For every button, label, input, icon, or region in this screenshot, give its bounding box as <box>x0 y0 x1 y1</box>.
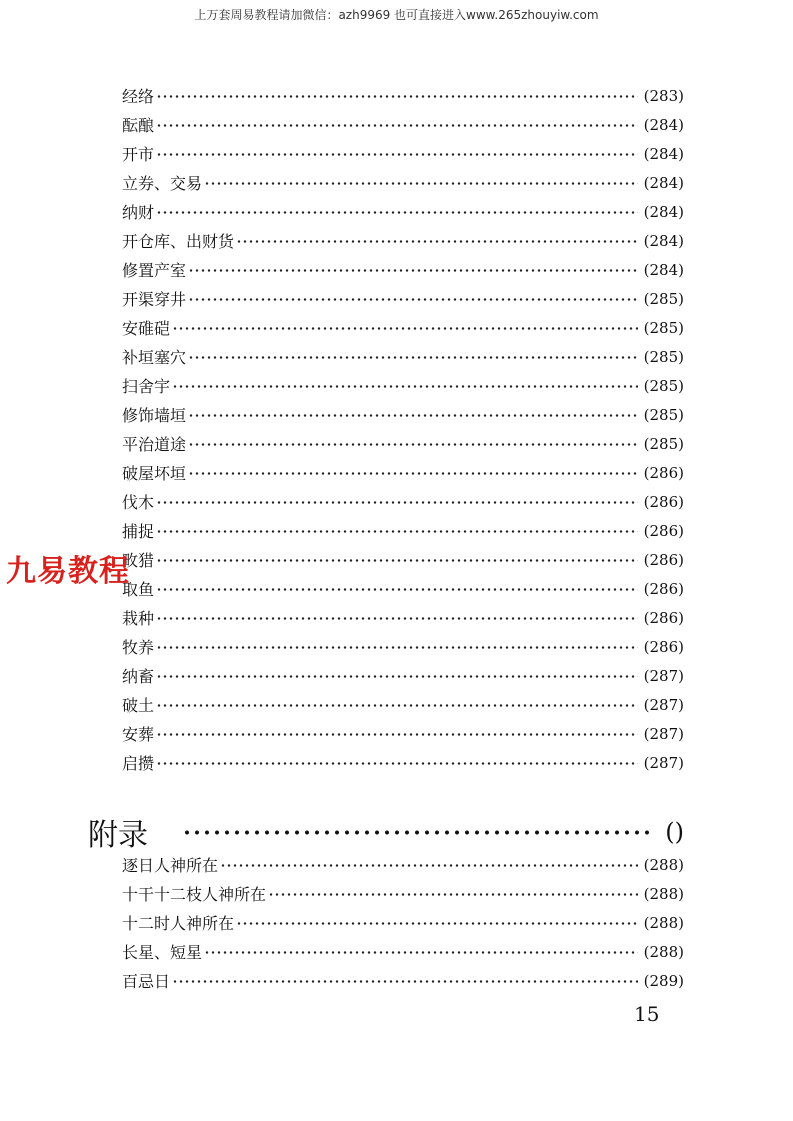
toc-entry-page: (284) <box>643 232 684 250</box>
toc-entry-page: (286) <box>643 609 684 627</box>
toc-entry-page: (286) <box>643 493 684 511</box>
toc-entry-page: (284) <box>643 203 684 221</box>
toc-entry <box>122 430 684 459</box>
toc-entry <box>122 909 684 938</box>
toc-entry <box>122 372 684 401</box>
toc-entry-page: (284) <box>643 116 684 134</box>
toc-entry-label: 酝酿 <box>122 116 155 135</box>
toc-entry-label: 平治道途 <box>122 435 187 454</box>
toc-entry <box>122 967 684 996</box>
page-header-banner: 上万套周易教程请加微信：azh9969 也可直接进入www.265zhouyiw.com <box>194 8 599 22</box>
toc-entry <box>122 256 684 285</box>
toc-entry-page: (285) <box>643 348 684 366</box>
toc-entry <box>122 604 684 633</box>
dot-leader <box>156 617 638 620</box>
toc-entry-page: (286) <box>643 464 684 482</box>
dot-leader <box>156 704 638 707</box>
toc-entry-label: 补垣塞穴 <box>122 348 187 367</box>
toc-entry-page: (285) <box>643 435 684 453</box>
toc-entry-page: (288) <box>643 943 684 961</box>
dot-leader <box>156 559 638 562</box>
dot-leader <box>156 733 638 736</box>
toc-entry <box>122 401 684 430</box>
toc-list <box>122 82 684 778</box>
toc-entry-page: (285) <box>643 290 684 308</box>
toc-entry-label: 破土 <box>122 696 155 715</box>
appendix-title: 附录 <box>88 818 148 853</box>
toc-entry <box>122 633 684 662</box>
toc-entry-label: 修饰墙垣 <box>122 406 187 425</box>
toc-entry-page: (284) <box>643 174 684 192</box>
dot-leader <box>182 830 653 835</box>
toc-entry <box>122 314 684 343</box>
toc-entry <box>122 198 684 227</box>
toc-entry-label: 捕捉 <box>122 522 155 541</box>
watermark-logo: 九易教程 <box>6 554 130 589</box>
toc-entry-label: 纳畜 <box>122 667 155 686</box>
toc-entry <box>122 111 684 140</box>
toc-entry <box>122 82 684 111</box>
toc-entry-label: 启攒 <box>122 754 155 773</box>
page-number: 15 <box>634 1002 660 1026</box>
toc-entry-page: (283) <box>643 87 684 105</box>
toc-entry-page: (288) <box>643 914 684 932</box>
toc-entry <box>122 662 684 691</box>
appendix-page: () <box>665 818 684 846</box>
dot-leader <box>188 414 638 417</box>
dot-leader <box>172 385 638 388</box>
toc-entry-label: 十二时人神所在 <box>122 914 235 933</box>
toc-entry <box>122 343 684 372</box>
dot-leader <box>156 588 638 591</box>
dot-leader <box>172 980 638 983</box>
dot-leader <box>156 124 638 127</box>
toc-entry-page: (287) <box>643 696 684 714</box>
dot-leader <box>188 443 638 446</box>
toc-entry-page: (285) <box>643 319 684 337</box>
toc-entry <box>122 517 684 546</box>
dot-leader <box>236 922 638 925</box>
toc-entry-label: 伐木 <box>122 493 155 512</box>
toc-entry-label: 立券、交易 <box>122 174 203 193</box>
toc-entry-page: (284) <box>643 261 684 279</box>
toc-entry-page: (287) <box>643 667 684 685</box>
toc-entry-page: (288) <box>643 885 684 903</box>
dot-leader <box>156 211 638 214</box>
toc-entry-label: 逐日人神所在 <box>122 856 219 875</box>
toc-entry-label: 修置产室 <box>122 261 187 280</box>
toc-entry <box>122 140 684 169</box>
toc-entry-label: 取鱼 <box>122 580 155 599</box>
appendix-list <box>122 851 684 996</box>
toc-entry <box>122 691 684 720</box>
toc-entry-label: 经络 <box>122 87 155 106</box>
toc-entry <box>122 880 684 909</box>
dot-leader <box>156 675 638 678</box>
toc-entry-label: 牧养 <box>122 638 155 657</box>
toc-entry-page: (287) <box>643 725 684 743</box>
toc-entry <box>122 459 684 488</box>
toc-entry <box>122 227 684 256</box>
toc-entry-label: 扫舍宇 <box>122 377 171 396</box>
appendix-heading <box>88 810 684 854</box>
dot-leader <box>156 153 638 156</box>
toc-entry <box>122 749 684 778</box>
toc-entry-label: 长星、短星 <box>122 943 203 962</box>
toc-entry <box>122 546 684 575</box>
toc-entry-label: 开仓库、出财货 <box>122 232 235 251</box>
toc-entry <box>122 575 684 604</box>
toc-entry-label: 栽种 <box>122 609 155 628</box>
toc-entry <box>122 720 684 749</box>
dot-leader <box>188 269 638 272</box>
toc-entry-label: 百忌日 <box>122 972 171 991</box>
dot-leader <box>172 327 638 330</box>
dot-leader <box>188 356 638 359</box>
dot-leader <box>156 762 638 765</box>
toc-entry-page: (286) <box>643 638 684 656</box>
toc-entry-page: (286) <box>643 551 684 569</box>
dot-leader <box>268 893 638 896</box>
dot-leader <box>188 472 638 475</box>
toc-entry-page: (288) <box>643 856 684 874</box>
dot-leader <box>204 182 638 185</box>
dot-leader <box>156 501 638 504</box>
toc-entry <box>122 851 684 880</box>
toc-entry-label: 畋猎 <box>122 551 155 570</box>
toc-entry-page: (284) <box>643 145 684 163</box>
toc-entry-label: 十干十二枝人神所在 <box>122 885 267 904</box>
toc-entry-page: (285) <box>643 377 684 395</box>
toc-entry-page: (286) <box>643 580 684 598</box>
dot-leader <box>204 951 638 954</box>
toc-entry-page: (289) <box>643 972 684 990</box>
dot-leader <box>188 298 638 301</box>
toc-entry-label: 安葬 <box>122 725 155 744</box>
dot-leader <box>156 530 638 533</box>
dot-leader <box>156 646 638 649</box>
toc-entry-page: (285) <box>643 406 684 424</box>
toc-entry <box>122 285 684 314</box>
toc-entry <box>122 169 684 198</box>
toc-entry <box>122 488 684 517</box>
dot-leader <box>236 240 638 243</box>
dot-leader <box>156 95 638 98</box>
toc-entry-label: 破屋坏垣 <box>122 464 187 483</box>
toc-entry-label: 开市 <box>122 145 155 164</box>
toc-entry-page: (286) <box>643 522 684 540</box>
toc-entry-label: 安碓硙 <box>122 319 171 338</box>
toc-entry-page: (287) <box>643 754 684 772</box>
toc-entry <box>122 938 684 967</box>
dot-leader <box>220 864 638 867</box>
toc-entry-label: 开渠穿井 <box>122 290 187 309</box>
toc-entry-label: 纳财 <box>122 203 155 222</box>
